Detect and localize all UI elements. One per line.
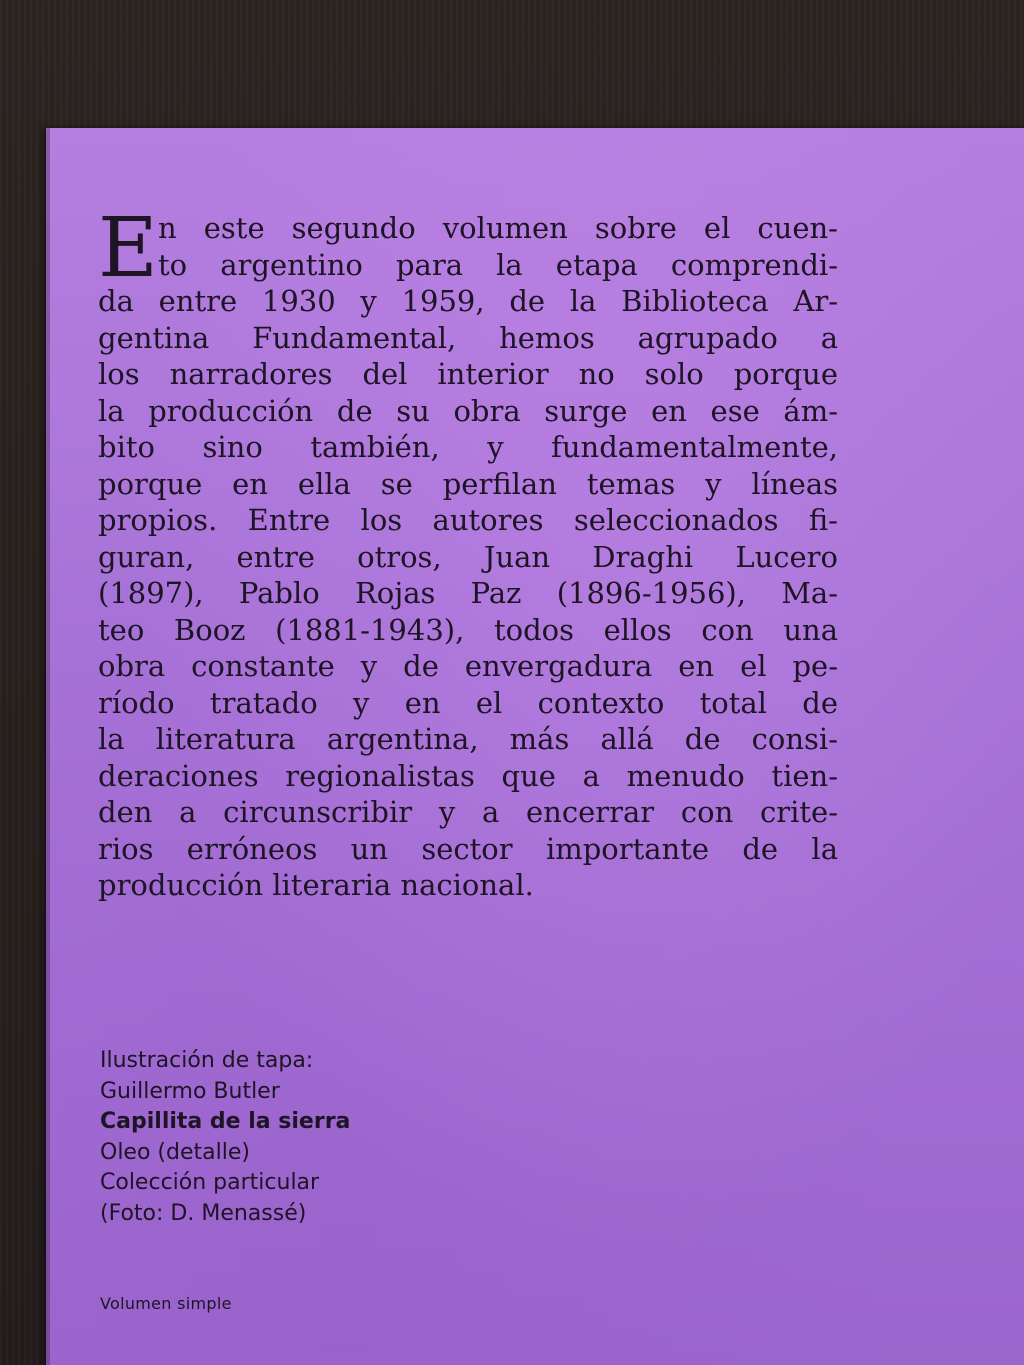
blurb-line: n este segundo volumen sobre el cuen- bbox=[158, 211, 838, 245]
blurb-line: (1897), Pablo Rojas Paz (1896-1956), Ma- bbox=[98, 576, 838, 610]
volume-label: Volumen simple bbox=[100, 1294, 232, 1313]
blurb-line: ríodo tratado y en el contexto total de bbox=[98, 685, 838, 720]
illustration-credits bbox=[100, 1046, 350, 1229]
blurb-line: den a circunscribir y a encerrar con crite- bbox=[98, 795, 838, 829]
blurb-line: producción literaria nacional. bbox=[98, 868, 534, 902]
blurb-line: los narradores del interior no solo porque bbox=[98, 357, 838, 391]
blurb-line: rios erróneos un sector importante de la bbox=[98, 831, 838, 866]
blurb-line: bito sino también, y fundamentalmente, bbox=[98, 430, 838, 464]
blurb-text bbox=[98, 201, 838, 904]
blurb-line: to argentino para la etapa comprendi- bbox=[158, 247, 838, 282]
credit-artwork-title: Capillita de la sierra bbox=[100, 1109, 351, 1134]
blurb-line: gentina Fundamental, hemos agrupado a bbox=[98, 320, 838, 355]
credit-collection: Colección particular bbox=[100, 1170, 320, 1195]
book-back-cover bbox=[46, 128, 1024, 1365]
credit-photo: (Foto: D. Menassé) bbox=[100, 1200, 307, 1226]
cover-edge bbox=[46, 128, 50, 1365]
blurb-line: la literatura argentina, más allá de consi- bbox=[98, 722, 838, 756]
blurb-line: da entre 1930 y 1959, de la Biblioteca Ar- bbox=[98, 284, 838, 318]
blurb-line: guran, entre otros, Juan Draghi Lucero bbox=[98, 539, 838, 574]
blurb-line: propios. Entre los autores seleccionados fi- bbox=[98, 503, 838, 537]
blurb-line: la producción de su obra surge en ese ám- bbox=[98, 393, 838, 428]
drop-cap-letter: E bbox=[98, 201, 158, 296]
credit-artist: Guillermo Butler bbox=[100, 1078, 280, 1104]
blurb-line: teo Booz (1881-1943), todos ellos con una bbox=[98, 612, 838, 647]
credit-medium: Oleo (detalle) bbox=[100, 1139, 250, 1165]
blurb-line: porque en ella se perfilan temas y líneas bbox=[98, 466, 838, 501]
blurb-line: obra constante y de envergadura en el pe- bbox=[98, 649, 838, 683]
blurb-line: deraciones regionalistas que a menudo tien- bbox=[98, 758, 838, 793]
credit-heading: Ilustración de tapa: bbox=[100, 1048, 314, 1073]
